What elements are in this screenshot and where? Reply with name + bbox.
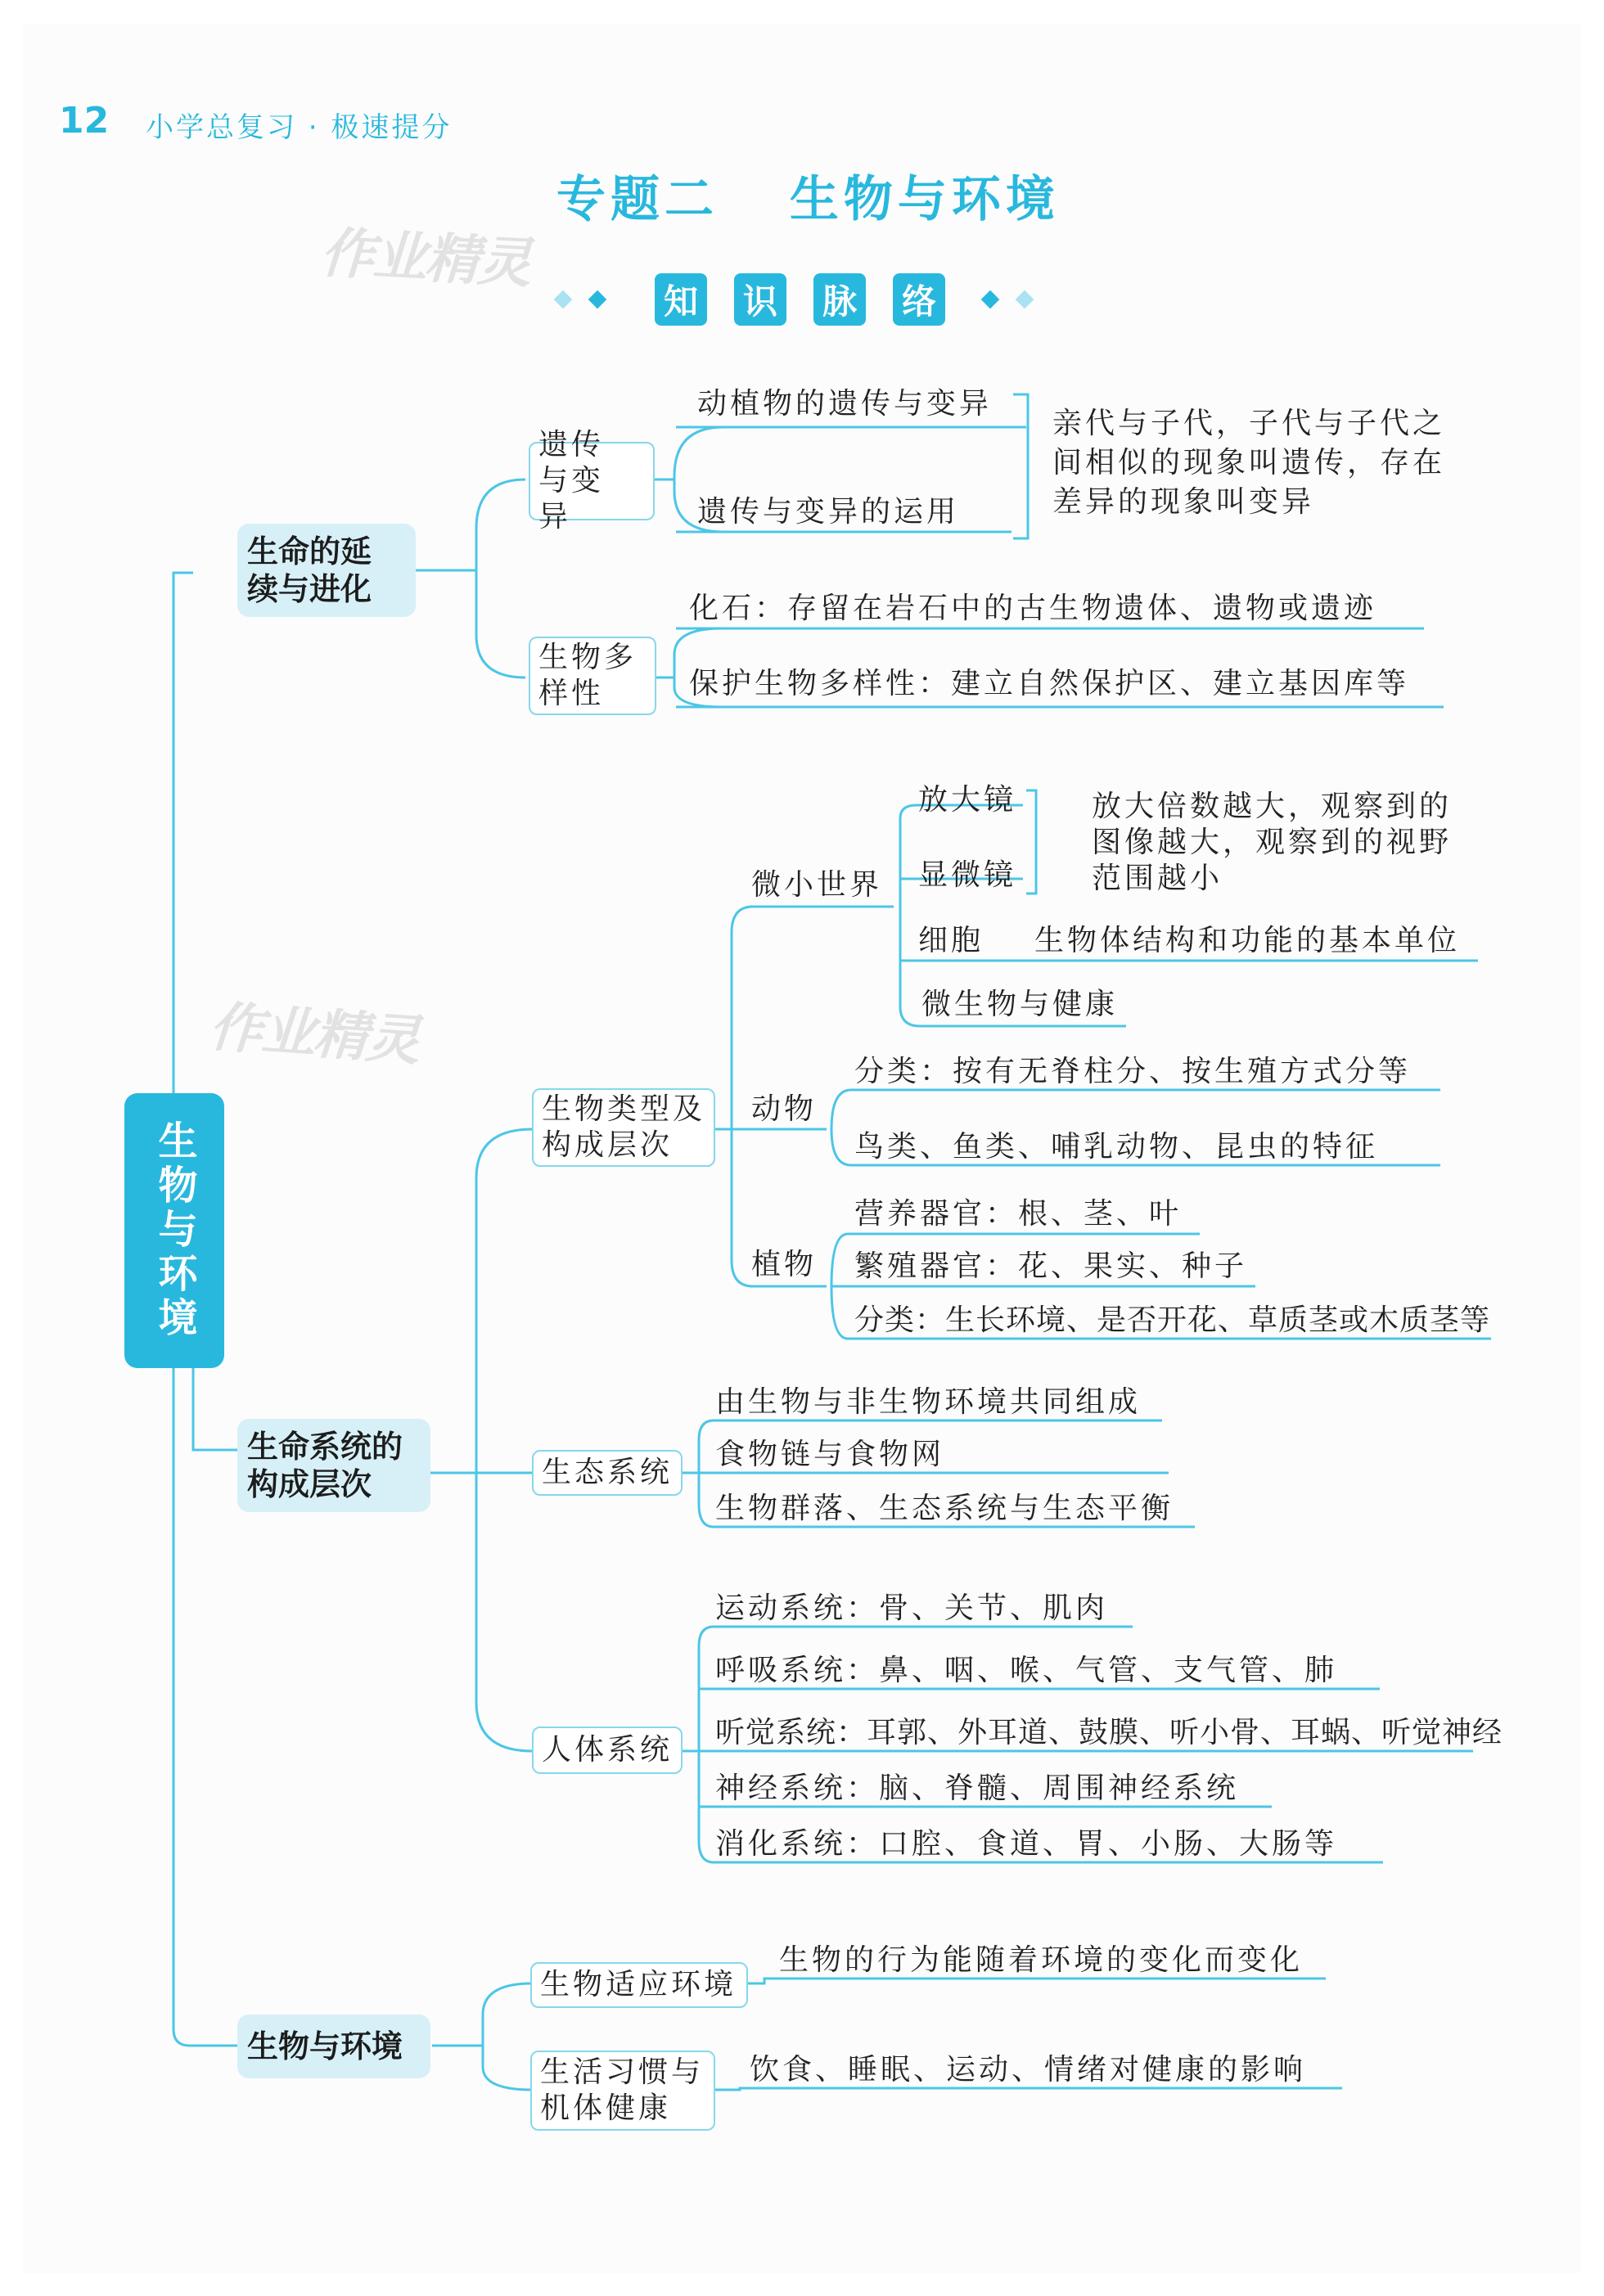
- node-label: 生物多样性: [538, 641, 638, 710]
- note-text: 放大倍数越大，观察到的图像越大，观察到的视野范围越小: [1092, 790, 1453, 895]
- leaf-text: 遗传与变异的运用: [697, 495, 960, 529]
- connector-line: [173, 573, 193, 1093]
- leaf-text: 生物群落、生态系统与生态平衡: [715, 1492, 1174, 1525]
- leaf-text: 呼吸系统：鼻、咽、喉、气管、支气管、肺: [715, 1654, 1338, 1687]
- watermark: 作业精灵: [318, 221, 532, 295]
- banner-char: 知: [655, 273, 707, 326]
- connector-line: [699, 1627, 714, 1862]
- leaf-text: 细胞: [918, 924, 984, 957]
- banner-char: 识: [734, 273, 786, 326]
- sub-node-label: 植物: [751, 1248, 818, 1281]
- leaf-text: 听觉系统：耳郭、外耳道、鼓膜、听小骨、耳蜗、听觉神经: [715, 1716, 1503, 1749]
- node-label: 生活习惯与机体健康: [540, 2055, 705, 2125]
- node-label: 生物类型及构成层次: [542, 1092, 706, 1162]
- sub-node-label: 微小世界: [751, 868, 883, 902]
- connector-line: [831, 1090, 1440, 1129]
- connector-line: [476, 1129, 532, 1751]
- topic-name: 生物与环境: [789, 171, 1060, 228]
- branch-node-life-systems: [237, 1419, 430, 1512]
- leaf-text: 放大镜: [918, 783, 1017, 817]
- node-adaptation: [530, 1962, 748, 2008]
- leaf-text: 生物体结构和功能的基本单位: [1034, 924, 1461, 957]
- leaf-text: 饮食、睡眠、运动、情绪对健康的影响: [750, 2053, 1307, 2087]
- node-label: 生态系统: [542, 1456, 674, 1489]
- leaf-text: 保护生物多样性：建立自然保护区、建立基因库等: [689, 667, 1410, 700]
- leaf-text: 营养器官：根、茎、叶: [854, 1197, 1183, 1231]
- leaf-text: 微生物与健康: [921, 988, 1119, 1021]
- connector-line: [173, 1368, 237, 2046]
- connector-line: [732, 907, 753, 1286]
- book-title: 小学总复习 · 极速提分: [146, 111, 453, 144]
- node-label: 遗传与变异: [538, 428, 605, 533]
- banner-char: 脉: [813, 273, 866, 326]
- leaf-text: 运动系统：骨、关节、肌肉: [715, 1591, 1109, 1625]
- watermark: 作业精灵: [207, 995, 421, 1073]
- leaf-text: 消化系统：口腔、食道、胃、小肠、大肠等: [715, 1827, 1338, 1861]
- leaf-text: 由生物与非生物环境共同组成: [715, 1385, 1142, 1419]
- branch-label: 生命的延续与进化: [247, 533, 372, 607]
- leaf-text: 分类：按有无脊柱分、按生殖方式分等: [854, 1055, 1412, 1088]
- note-text: 亲代与子代，子代与子代之间相似的现象叫遗传，存在差异的现象叫变异: [1052, 407, 1446, 519]
- topic-number: 专题二: [556, 171, 719, 228]
- sub-node-label: 动物: [751, 1092, 818, 1126]
- node-ecosystem: [532, 1450, 683, 1496]
- leaf-text: 繁殖器官：花、果实、种子: [854, 1249, 1248, 1283]
- branch-node-environment: [237, 2015, 430, 2078]
- banner-char: 络: [893, 273, 945, 326]
- connector-line: [483, 1983, 532, 2090]
- leaf-text: 生物的行为能随着环境的变化而变化: [779, 1943, 1304, 1977]
- node-label: 人体系统: [542, 1733, 674, 1767]
- branch-label: 生物与环境: [247, 2028, 403, 2064]
- connector-line: [715, 2088, 1342, 2090]
- node-label: 生物适应环境: [540, 1968, 737, 2001]
- node-heredity: [529, 428, 655, 533]
- connector-line: [748, 1979, 1326, 1983]
- leaf-text: 分类：生长环境、是否开花、草质茎或木质茎等: [854, 1303, 1491, 1337]
- node-organism-types: [532, 1088, 715, 1167]
- leaf-text: 鸟类、鱼类、哺乳动物、昆虫的特征: [854, 1130, 1379, 1164]
- leaf-text: 神经系统：脑、脊髓、周围神经系统: [715, 1772, 1240, 1805]
- root-label: 生物与环境: [151, 1120, 197, 1341]
- page-number: 12: [59, 100, 110, 142]
- root-node: [124, 1093, 224, 1368]
- branch-node-evolution: [237, 524, 416, 617]
- branch-label: 生命系统的构成层次: [247, 1429, 403, 1502]
- leaf-text: 显微镜: [918, 858, 1017, 892]
- connector-line: [193, 1368, 237, 1450]
- bracket-line: [1013, 394, 1028, 538]
- connector-line: [476, 479, 525, 678]
- node-habits-health: [530, 2051, 715, 2131]
- node-diversity: [529, 637, 656, 715]
- leaf-text: 化石：存留在岩石中的古生物遗体、遗物或遗迹: [689, 592, 1377, 625]
- leaf-text: 食物链与食物网: [715, 1438, 945, 1471]
- node-human-systems: [532, 1727, 683, 1774]
- leaf-text: 动植物的遗传与变异: [697, 387, 993, 421]
- bracket-line: [1026, 790, 1036, 894]
